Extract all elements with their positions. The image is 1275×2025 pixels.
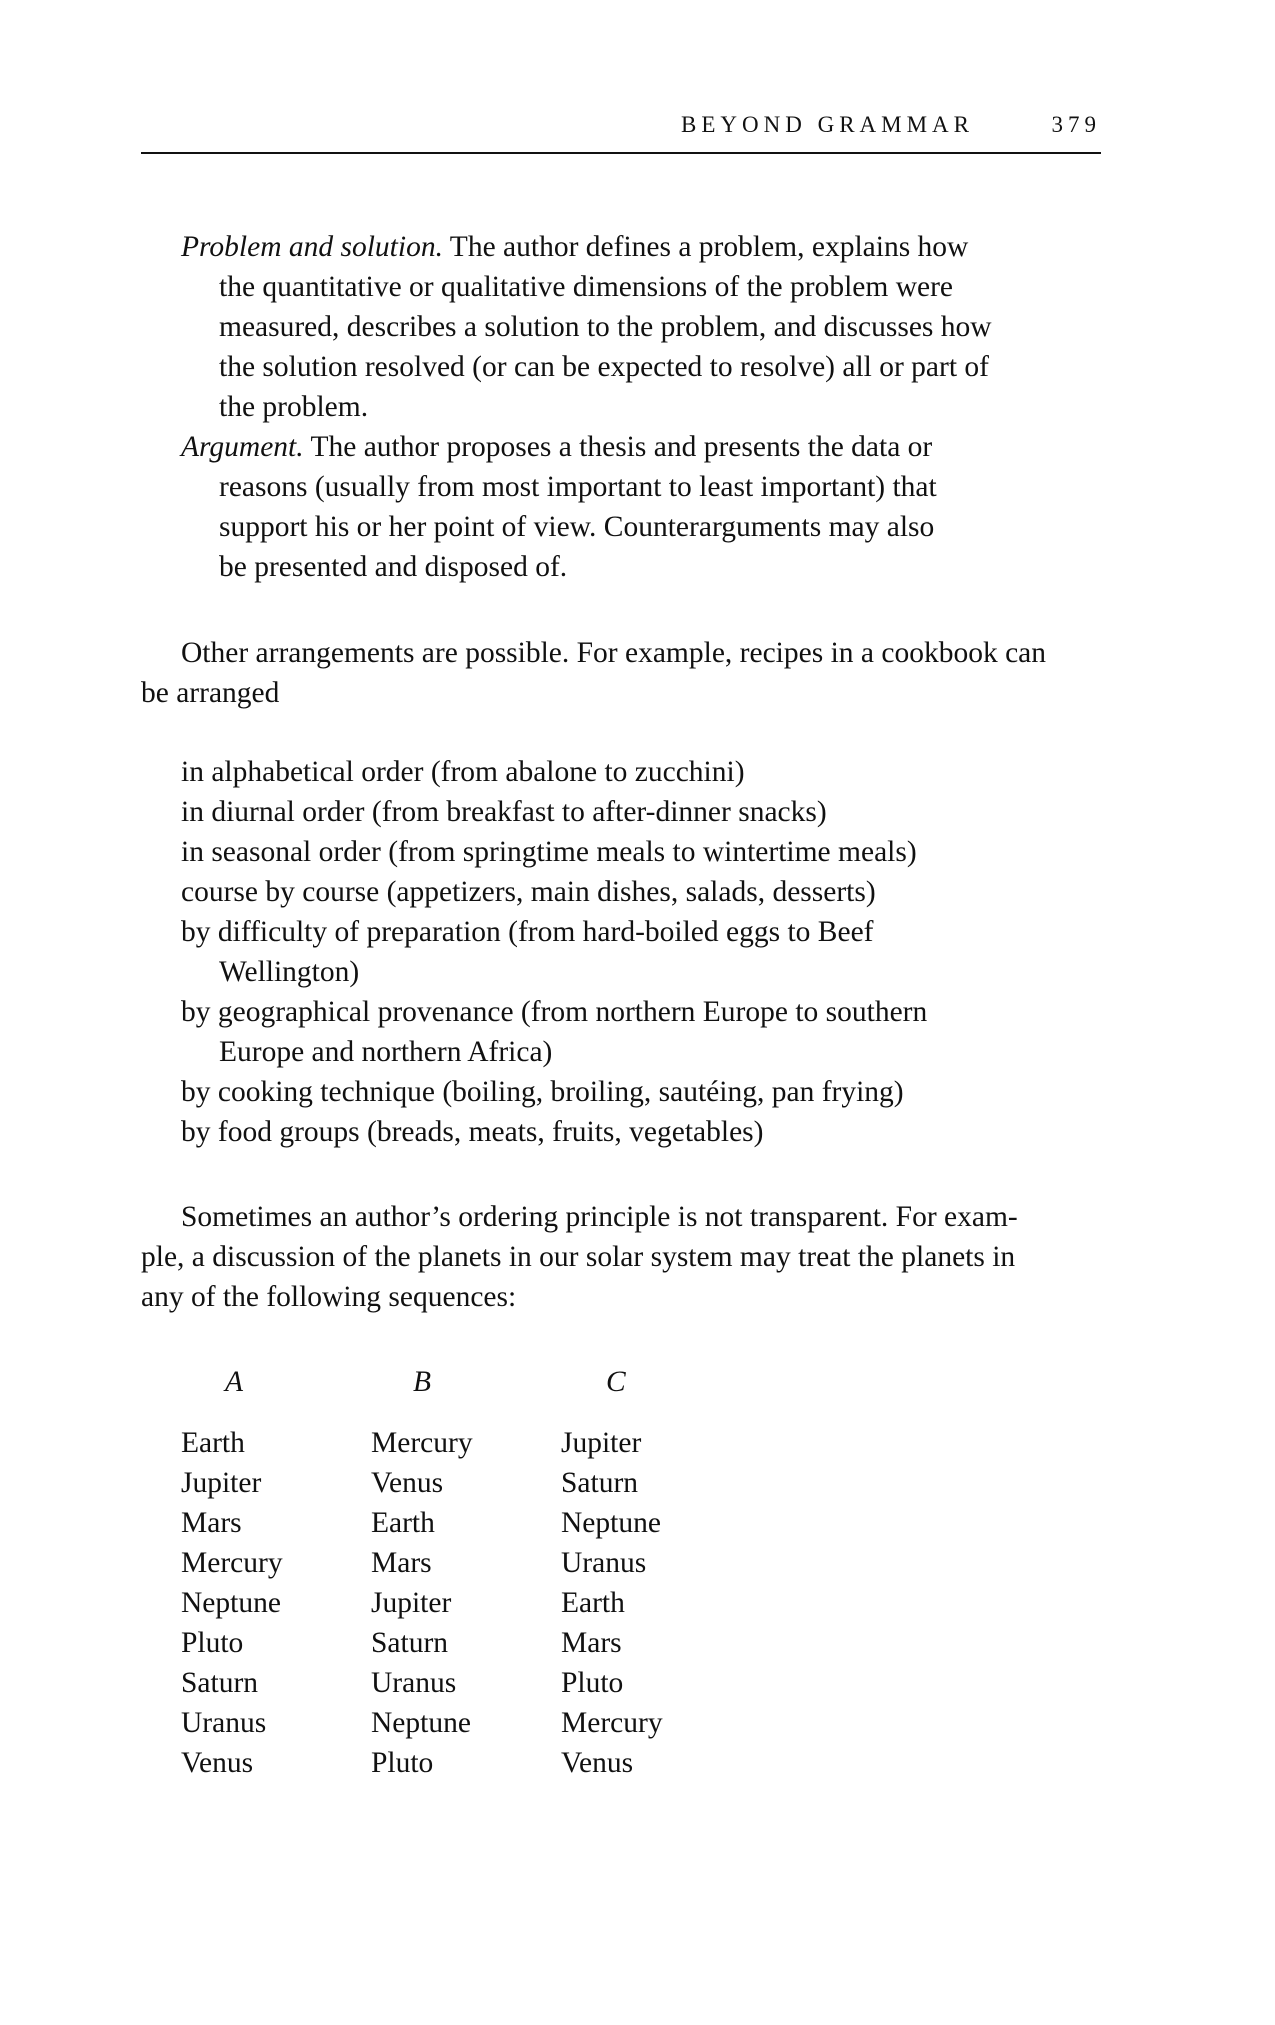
- column-heading: B: [413, 1366, 432, 1398]
- definition-line: support his or her point of view. Counterarguments may also: [219, 511, 935, 543]
- definition-line: be presented and disposed of.: [219, 551, 568, 583]
- definition-line: reasons (usually from most important to least important) that: [219, 471, 937, 503]
- body-paragraph: [141, 1197, 1101, 1317]
- list-item-line: by geographical provenance (from northern Europe to southern: [181, 996, 928, 1028]
- list-item: [181, 992, 1081, 1072]
- column-items: [371, 1423, 473, 1783]
- planet-entry: Saturn: [561, 1467, 639, 1499]
- list-item-line: by difficulty of preparation (from hard-boiled eggs to Beef: [181, 916, 874, 948]
- planet-entry: Earth: [561, 1587, 625, 1619]
- planet-entry: Neptune: [371, 1707, 471, 1739]
- running-title: BEYOND GRAMMAR: [681, 112, 974, 137]
- list-item-line: by food groups (breads, meats, fruits, vegetables): [181, 1116, 764, 1148]
- list-item-line: in seasonal order (from springtime meals to wintertime meals): [181, 836, 917, 868]
- planet-entry: Mercury: [561, 1707, 663, 1739]
- definition-term: Argument.: [181, 431, 304, 463]
- planet-entry: Neptune: [561, 1507, 661, 1539]
- planet-entry: Jupiter: [371, 1587, 452, 1619]
- list-item: [181, 872, 1081, 912]
- definition-line: the problem.: [219, 391, 369, 423]
- planet-entry: Saturn: [371, 1627, 449, 1659]
- planet-entry: Pluto: [371, 1747, 434, 1779]
- list-item-line: course by course (appetizers, main dishes, salads, desserts): [181, 876, 876, 908]
- planet-entry: Uranus: [371, 1667, 457, 1699]
- planet-entry: Neptune: [181, 1587, 281, 1619]
- paragraph-line: any of the following sequences:: [141, 1281, 517, 1313]
- list-item: [181, 1072, 1081, 1112]
- column-heading: A: [225, 1366, 244, 1398]
- planet-entry: Saturn: [181, 1667, 259, 1699]
- sequence-column-a: [181, 1362, 361, 1779]
- planet-entry: Mercury: [181, 1547, 283, 1579]
- definition-term: Problem and solution.: [181, 231, 443, 263]
- column-items: [561, 1423, 663, 1783]
- planet-entry: Mercury: [371, 1427, 473, 1459]
- definition-problem-and-solution: [181, 227, 1081, 427]
- column-heading: C: [606, 1366, 626, 1398]
- paragraph-line: Other arrangements are possible. For example, recipes in a cookbook can: [181, 637, 1047, 669]
- paragraph-line: be arranged: [141, 677, 280, 709]
- running-head: [141, 108, 1101, 148]
- definition-line: the quantitative or qualitative dimensions of the problem were: [219, 271, 954, 303]
- definition-text: The author defines a problem, explains how: [442, 231, 969, 263]
- list-item-line: Europe and northern Africa): [219, 1036, 553, 1068]
- sequence-column-c: [561, 1362, 741, 1779]
- definition-list: [181, 227, 1081, 587]
- planet-entry: Venus: [561, 1747, 634, 1779]
- planet-entry: Venus: [181, 1747, 254, 1779]
- arrangement-list: [181, 752, 1081, 1152]
- definition-line: measured, describes a solution to the problem, and discusses how: [219, 311, 992, 343]
- planet-entry: Earth: [371, 1507, 435, 1539]
- definition-line: [181, 227, 1081, 267]
- definition-line: the solution resolved (or can be expected to resolve) all or part of: [219, 351, 989, 383]
- list-item: [181, 792, 1081, 832]
- definition-text: The author proposes a thesis and presents the data or: [303, 431, 933, 463]
- planet-entry: Jupiter: [181, 1467, 262, 1499]
- sequence-column-b: [371, 1362, 551, 1779]
- list-item-line: Wellington): [219, 956, 360, 988]
- column-items: [181, 1423, 283, 1783]
- list-item-line: by cooking technique (boiling, broiling, sautéing, pan frying): [181, 1076, 904, 1108]
- list-item: [181, 832, 1081, 872]
- planet-entry: Uranus: [561, 1547, 647, 1579]
- header-rule: [141, 152, 1101, 154]
- list-item-line: in diurnal order (from breakfast to after-dinner snacks): [181, 796, 827, 828]
- list-item: [181, 752, 1081, 792]
- paragraph-line: Sometimes an author’s ordering principle is not transparent. For exam-: [181, 1201, 1018, 1233]
- body-paragraph: [141, 633, 1101, 713]
- list-item: [181, 1112, 1081, 1152]
- planet-entry: Mars: [561, 1627, 622, 1659]
- list-item: [181, 912, 1081, 992]
- planet-entry: Pluto: [181, 1627, 244, 1659]
- planet-entry: Mars: [181, 1507, 242, 1539]
- definition-argument: [181, 427, 1081, 587]
- page-number: 379: [1051, 112, 1101, 137]
- planet-entry: Venus: [371, 1467, 444, 1499]
- planet-entry: Jupiter: [561, 1427, 642, 1459]
- planet-entry: Pluto: [561, 1667, 624, 1699]
- planet-entry: Uranus: [181, 1707, 267, 1739]
- planet-entry: Mars: [371, 1547, 432, 1579]
- definition-line: [181, 427, 1081, 467]
- list-item-line: in alphabetical order (from abalone to zucchini): [181, 756, 745, 788]
- planet-entry: Earth: [181, 1427, 245, 1459]
- paragraph-line: ple, a discussion of the planets in our solar system may treat the planets in: [141, 1241, 1016, 1273]
